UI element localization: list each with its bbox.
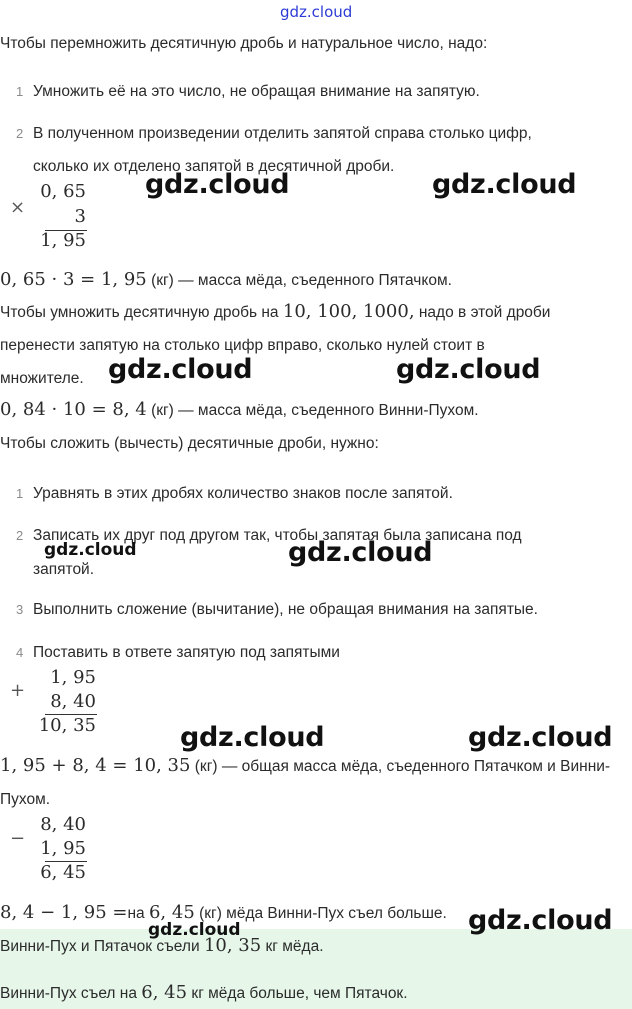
equation-text: (кг) — масса мёда, съеденного Пятачком.	[151, 272, 452, 289]
equation-text: (кг) — масса мёда, съеденного Винни-Пухом.	[151, 402, 479, 419]
step-number: 4	[16, 645, 24, 660]
equation-text: (кг) мёда Винни-Пух съел больше.	[199, 905, 447, 922]
equation-text: на	[127, 905, 145, 922]
equation-text: Пухом.	[0, 791, 51, 808]
operator-plus: +	[10, 680, 26, 701]
operand-b: 1, 95	[40, 838, 86, 859]
step-text: Записать их друг под другом так, чтобы запятая была записана под	[33, 527, 522, 544]
rule-text: множителе.	[0, 370, 84, 387]
operator-multiply: ×	[10, 197, 26, 218]
step-number: 1	[16, 486, 24, 501]
operand-a: 8, 40	[40, 814, 86, 835]
watermark: gdz.cloud	[468, 905, 613, 936]
equation-math: 0, 65 · 3 = 1, 95	[0, 269, 147, 290]
operand-a: 1, 95	[50, 667, 96, 688]
answer-text: кг мёда больше, чем Пятачок.	[191, 985, 408, 1002]
step-text: Поставить в ответе запятую под запятыми	[33, 644, 340, 661]
rule-text: надо в этой дроби	[418, 304, 551, 321]
rule-math: 10, 100, 1000,	[282, 301, 415, 322]
intro-add: Чтобы сложить (вычесть) десятичные дроби, нужно:	[0, 435, 379, 452]
operand-b: 3	[74, 206, 86, 227]
step-text: Выполнить сложение (вычитание), не обращая внимания на запятые.	[33, 601, 538, 618]
step-text: сколько их отделено запятой в десятичной дроби.	[33, 158, 395, 175]
watermark: gdz.cloud	[44, 540, 137, 560]
step-text: Умножить её на это число, не обращая внимание на запятую.	[33, 83, 480, 100]
answer-math: 6, 45	[141, 982, 188, 1003]
watermark: gdz.cloud	[145, 169, 290, 200]
answer-text: Винни-Пух и Пятачок съели	[0, 938, 200, 955]
step-number: 3	[16, 602, 24, 617]
calc-result: 6, 45	[40, 862, 86, 883]
equation-math: 1, 95 + 8, 4 = 10, 35	[0, 755, 191, 776]
step-number: 2	[16, 126, 24, 141]
operator-minus: −	[10, 828, 26, 849]
answer-math: 10, 35	[203, 935, 262, 956]
watermark: gdz.cloud	[148, 920, 241, 940]
equation-math: 8, 4 − 1, 95 =	[0, 902, 128, 923]
step-number: 1	[16, 84, 24, 99]
equation-text: (кг) — общая масса мёда, съеденного Пятачком и Винни-	[194, 758, 611, 775]
step-text: В полученном произведении отделить запятой справа столько цифр,	[33, 125, 532, 142]
answer-text: Винни-Пух съел на	[0, 985, 137, 1002]
watermark: gdz.cloud	[396, 354, 541, 385]
answer-text: кг мёда.	[265, 938, 324, 955]
equation-math: 6, 45	[148, 902, 195, 923]
rule-text: перенести запятую на столько цифр вправо, сколько нулей стоит в	[0, 337, 485, 354]
watermark: gdz.cloud	[180, 722, 325, 753]
site-link[interactable]: gdz.cloud	[280, 3, 353, 21]
watermark: gdz.cloud	[432, 169, 577, 200]
calc-result: 1, 95	[40, 230, 86, 251]
watermark: gdz.cloud	[108, 354, 253, 385]
equation-math: 0, 84 · 10 = 8, 4	[0, 399, 147, 420]
rule-text: Чтобы умножить десятичную дробь на	[0, 304, 279, 321]
watermark: gdz.cloud	[468, 722, 613, 753]
watermark: gdz.cloud	[288, 537, 433, 568]
step-number: 2	[16, 528, 24, 543]
intro-multiply: Чтобы перемножить десятичную дробь и натуральное число, надо:	[0, 35, 488, 52]
operand-b: 8, 40	[50, 691, 96, 712]
step-text: Уравнять в этих дробях количество знаков после запятой.	[33, 485, 453, 502]
step-text: запятой.	[33, 561, 95, 578]
calc-result: 10, 35	[38, 715, 96, 736]
operand-a: 0, 65	[40, 181, 86, 202]
